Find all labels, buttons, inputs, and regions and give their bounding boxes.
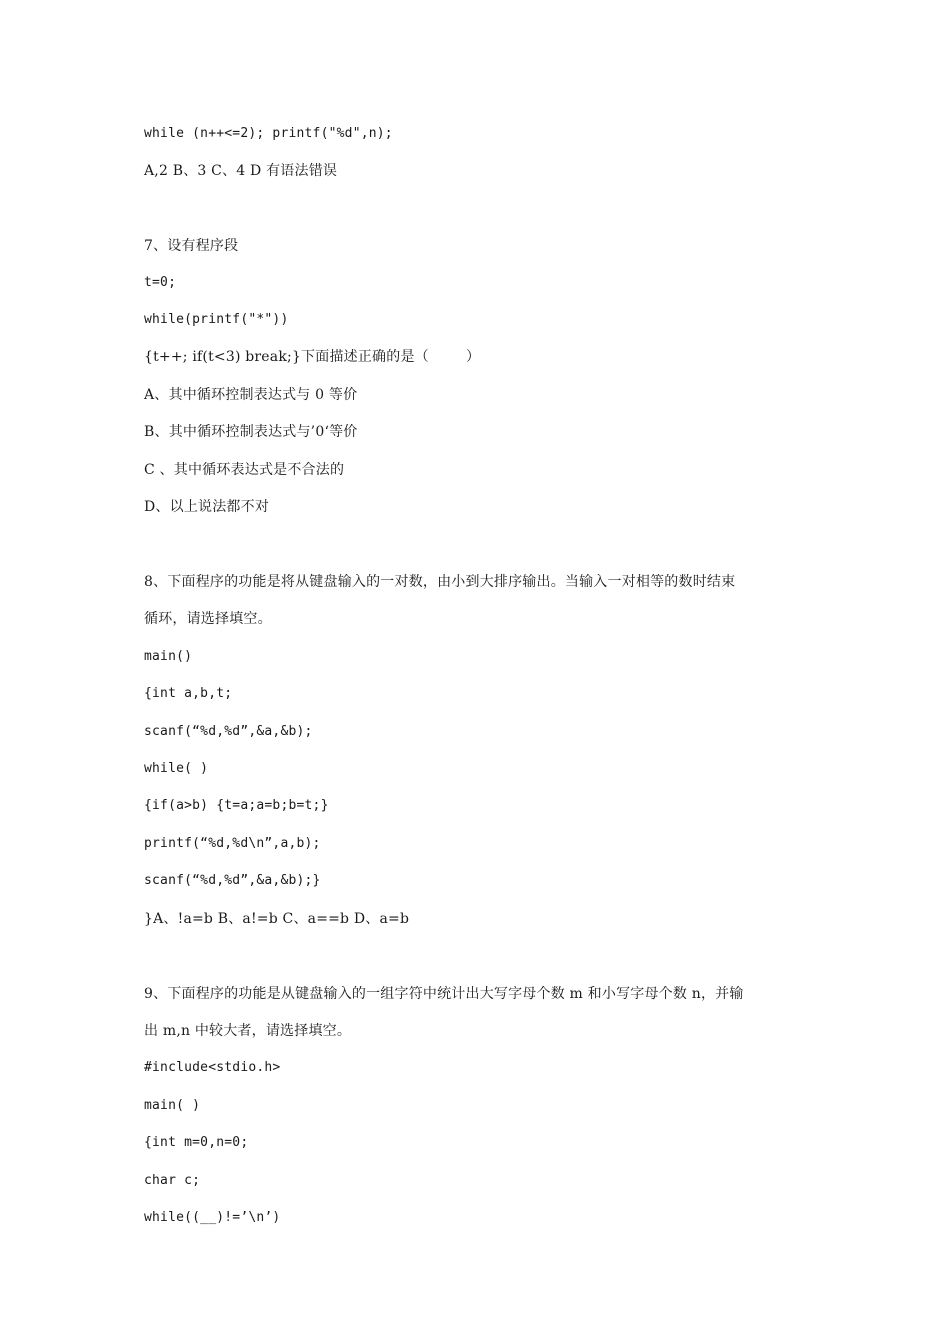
question-9-title: 9、下面程序的功能是从键盘输入的一组字符中统计出大写字母个数 m 和小写字母个数 n，并输 [144, 986, 744, 1002]
option-d-q7: D、以上说法都不对 [144, 499, 270, 515]
code-line-scanf-2: scanf(“%d,%d”,&a,&b);} [144, 873, 321, 888]
code-line-while-blank: while( ) [144, 761, 209, 776]
option-a-q7: A、其中循环控制表达式与 0 等价 [144, 387, 358, 403]
option-c-q7: C 、其中循环表达式是不合法的 [144, 462, 345, 478]
question-7-prompt: {t++; if(t<3) break;}下面描述正确的是（ ） [144, 349, 481, 365]
code-line-char-c: char c; [144, 1173, 201, 1188]
code-line-int-decl: {int a,b,t; [144, 686, 233, 701]
code-line-main-2: main( ) [144, 1098, 201, 1113]
code-line-while-n: while (n++<=2); printf("%d",n); [144, 126, 393, 141]
question-9-title-cont: 出 m,n 中较大者，请选择填空。 [144, 1023, 352, 1039]
question-7-title: 7、设有程序段 [144, 238, 239, 254]
code-line-main: main() [144, 649, 193, 664]
answer-options-q8: }A、!a=b B、a!=b C、a==b D、a=b [144, 911, 410, 927]
code-line-int-mn: {int m=0,n=0; [144, 1135, 249, 1150]
code-line-t-init: t=0; [144, 275, 177, 290]
code-line-scanf-1: scanf(“%d,%d”,&a,&b); [144, 724, 313, 739]
code-line-while-printf: while(printf("*")) [144, 312, 289, 327]
question-8-title-cont: 循环，请选择填空。 [144, 611, 272, 627]
code-line-if-swap: {if(a>b) {t=a;a=b;b=t;} [144, 798, 329, 813]
question-8-title: 8、下面程序的功能是将从键盘输入的一对数，由小到大排序输出。当输入一对相等的数时结束 [144, 574, 736, 590]
answer-options-q6: A,2 B、3 C、4 D 有语法错误 [144, 163, 338, 179]
option-b-q7: B、其中循环控制表达式与’0‘等价 [144, 424, 358, 440]
code-line-printf: printf(“%d,%d\n”,a,b); [144, 836, 321, 851]
code-line-while-getchar: while((__)!=’\n’) [144, 1210, 281, 1225]
code-line-include: #include<stdio.h> [144, 1060, 281, 1075]
